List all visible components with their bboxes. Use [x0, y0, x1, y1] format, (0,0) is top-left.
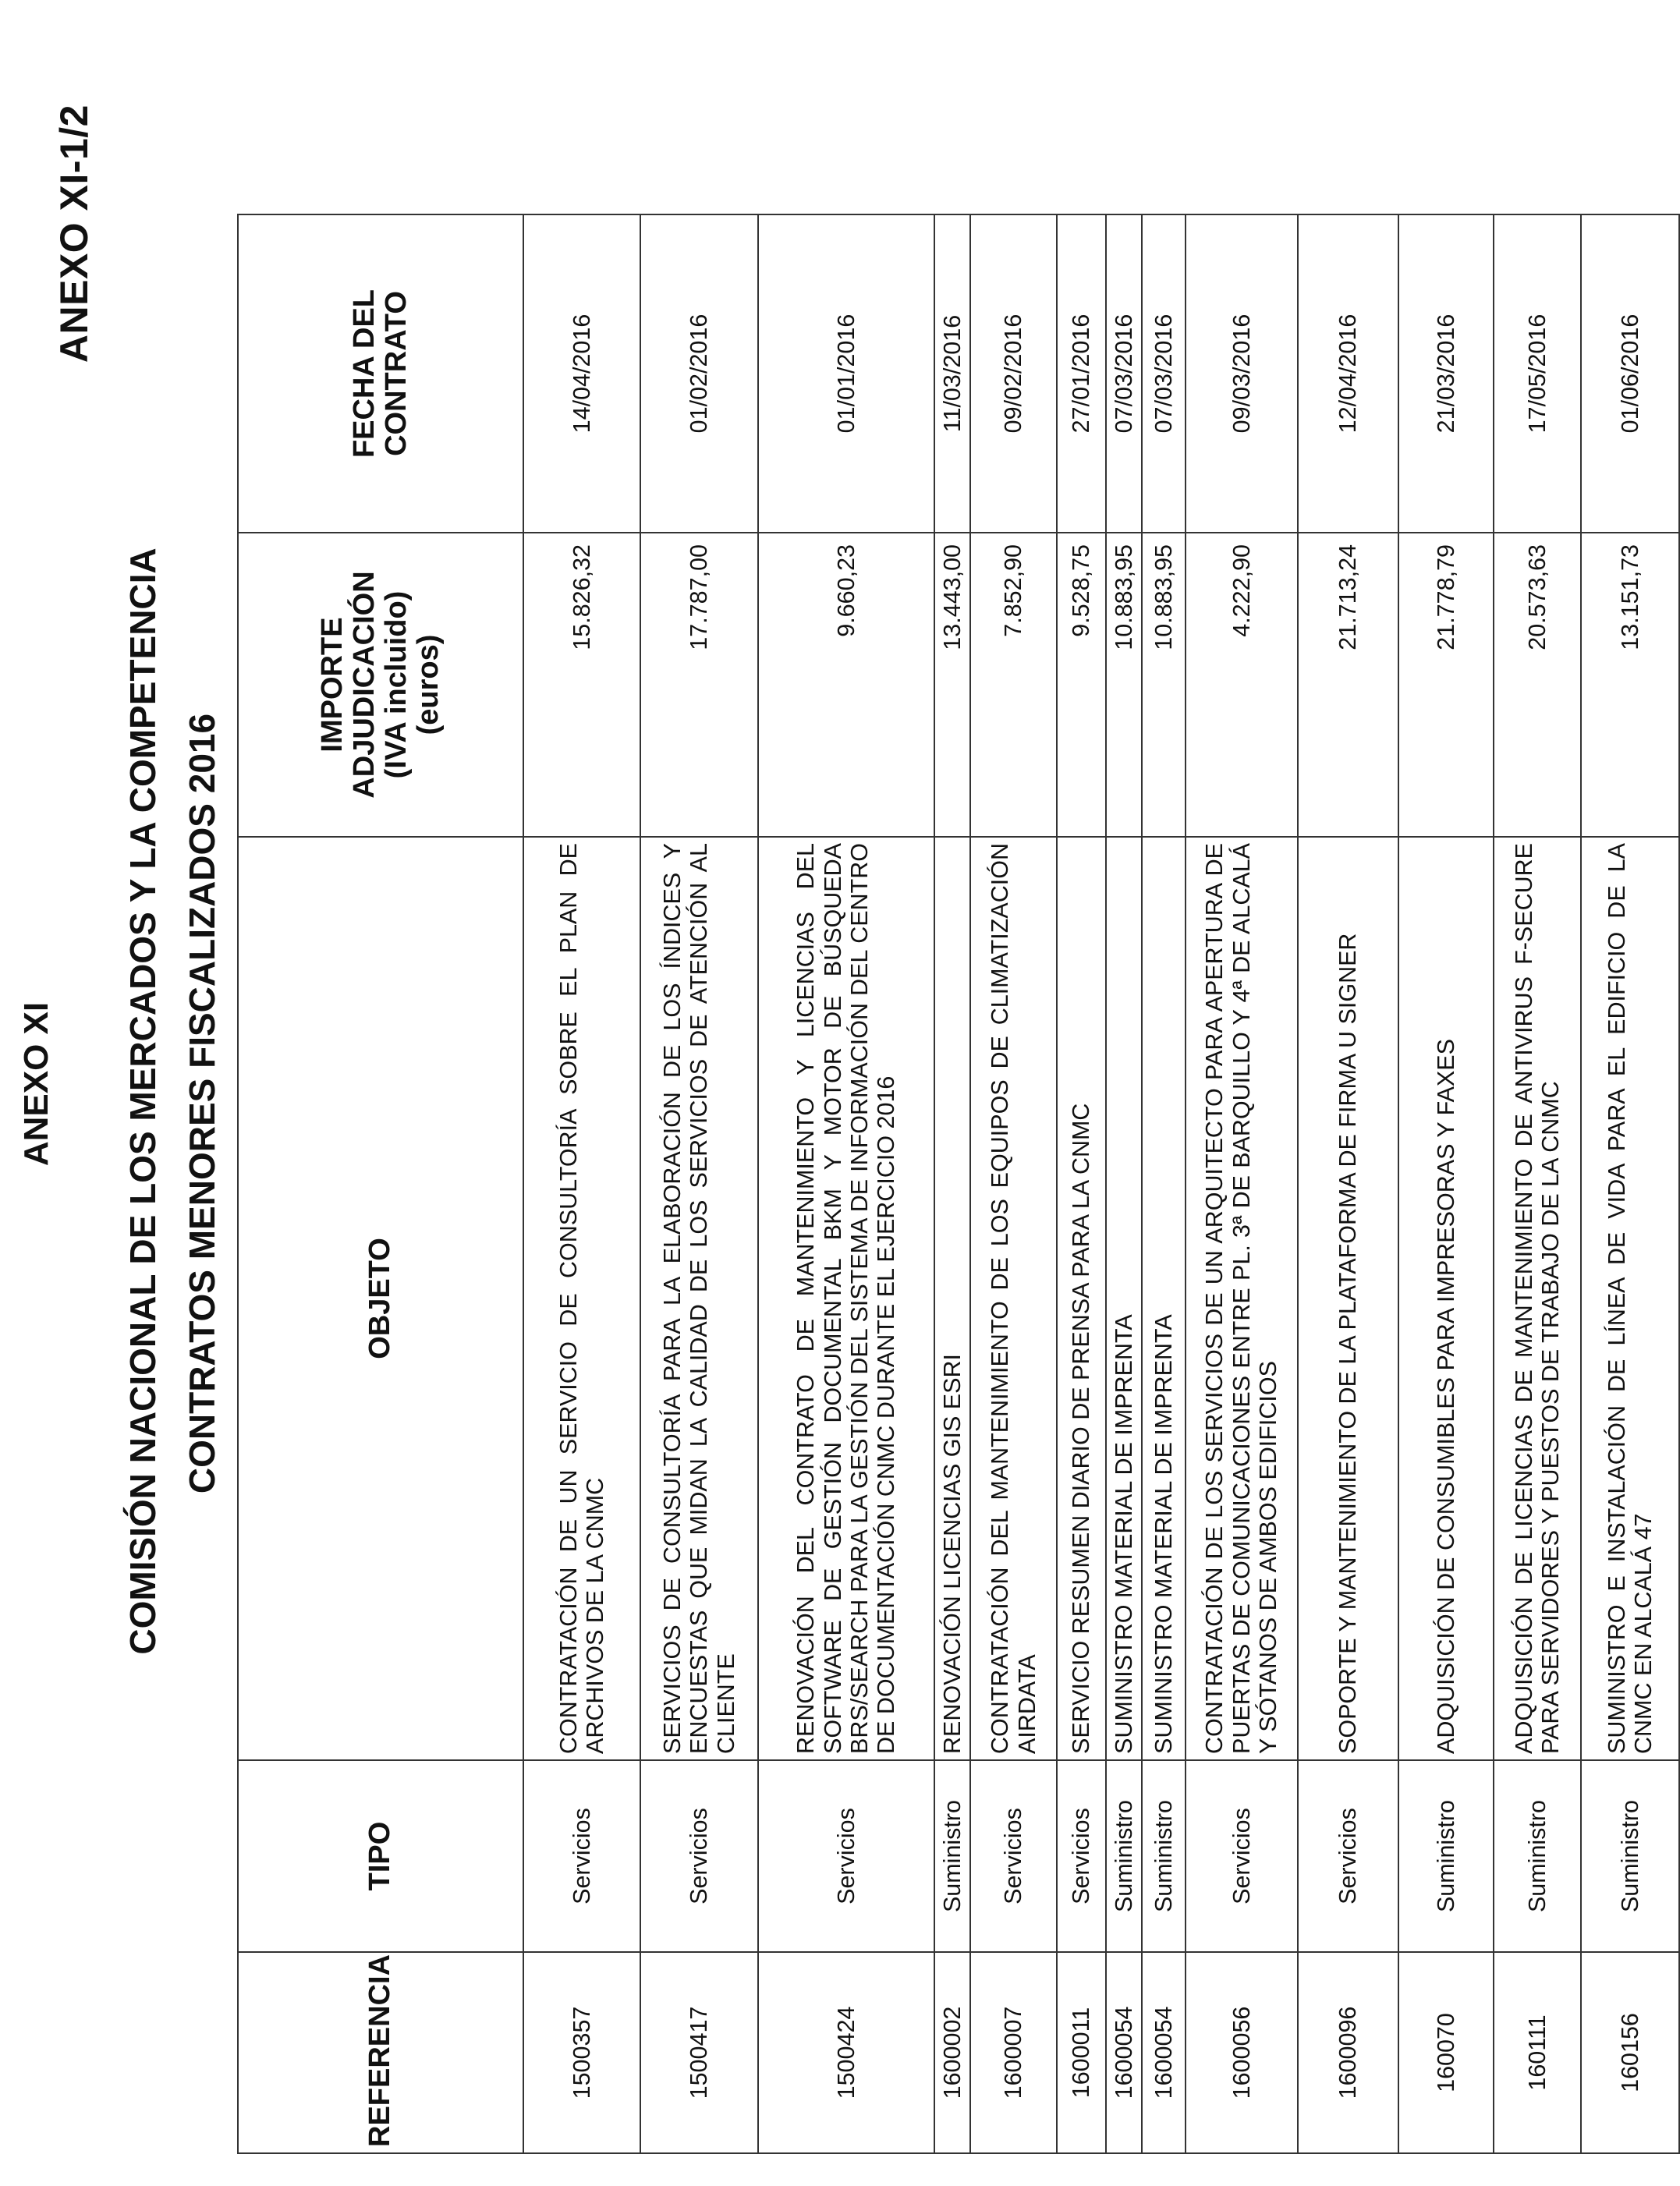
cell-referencia: 1600096 — [1298, 1952, 1398, 2153]
cell-referencia: 1600054 — [1142, 1952, 1186, 2153]
table-row — [758, 214, 934, 2153]
cell-tipo: Servicios — [758, 1760, 934, 1952]
cell-importe: 15.826,32 — [523, 533, 640, 837]
cell-referencia: 1500357 — [523, 1952, 640, 2153]
cell-tipo: Servicios — [640, 1760, 758, 1952]
cell-referencia: 1600011 — [1057, 1952, 1106, 2153]
header-tipo: TIPO — [238, 1760, 523, 1952]
table-header-row — [238, 214, 523, 2153]
cell-referencia: 1600002 — [934, 1952, 970, 2153]
cell-fecha: 01/02/2016 — [640, 214, 758, 533]
cell-fecha: 01/06/2016 — [1581, 214, 1679, 533]
cell-importe: 10.883,95 — [1106, 533, 1142, 837]
header-objeto: OBJETO — [238, 837, 523, 1760]
cell-fecha: 09/03/2016 — [1186, 214, 1298, 533]
table-row — [1106, 214, 1142, 2153]
cell-referencia: 1500424 — [758, 1952, 934, 2153]
cell-objeto: ADQUISICIÓN DE CONSUMIBLES PARA IMPRESORAS Y FAXES — [1398, 837, 1494, 1760]
cell-tipo: Suministro — [1106, 1760, 1142, 1952]
cell-objeto: SERVICIO RESUMEN DIARIO DE PRENSA PARA LA CNMC — [1057, 837, 1106, 1760]
cell-importe: 21.778,79 — [1398, 533, 1494, 837]
cell-objeto: CONTRATACIÓN DE LOS SERVICIOS DE UN ARQUITECTO PARA APERTURA DE PUERTAS DE COMUNICACIONES ENTRE PL. 3ª DE BARQUILLO Y 4ª DE ALCALÁ Y SÓTANOS DE AMBOS EDIFICIOS — [1186, 837, 1298, 1760]
cell-objeto: SUMINISTRO E INSTALACIÓN DE LÍNEA DE VIDA PARA EL EDIFICIO DE LA CNMC EN ALCALÁ 47 — [1581, 837, 1679, 1760]
cell-fecha: 21/03/2016 — [1398, 214, 1494, 533]
table-row — [1298, 214, 1398, 2153]
cell-tipo: Suministro — [1494, 1760, 1581, 1952]
cell-referencia: 160070 — [1398, 1952, 1494, 2153]
cell-tipo: Servicios — [970, 1760, 1057, 1952]
header-importe: IMPORTE ADJUDICACIÓN (IVA incluido) (euros) — [238, 533, 523, 837]
cell-objeto: SERVICIOS DE CONSULTORÍA PARA LA ELABORACIÓN DE LOS ÍNDICES Y ENCUESTAS QUE MIDAN LA CALIDAD DE LOS SERVICIOS DE ATENCIÓN AL CLIENTE — [640, 837, 758, 1760]
cell-objeto: RENOVACIÓN DEL CONTRATO DE MANTENIMIENTO Y LICENCIAS DEL SOFTWARE DE GESTIÓN DOCUMENTAL BKM Y MOTOR DE BÚSQUEDA BRS/SEARCH PARA LA GESTIÓN DEL SISTEMA DE INFORMACIÓN DEL CENTRO DE DOCUMENTACIÓN CNMC DURANTE EL EJERCICIO 2016 — [758, 837, 934, 1760]
contracts-table — [237, 214, 1680, 2154]
table-row — [1142, 214, 1186, 2153]
cell-tipo: Suministro — [1142, 1760, 1186, 1952]
cell-referencia: 1600007 — [970, 1952, 1057, 2153]
cell-objeto: SUMINISTRO MATERIAL DE IMPRENTA — [1106, 837, 1142, 1760]
cell-tipo: Suministro — [1581, 1760, 1679, 1952]
cell-fecha: 14/04/2016 — [523, 214, 640, 533]
cell-importe: 7.852,90 — [970, 533, 1057, 837]
cell-importe: 9.528,75 — [1057, 533, 1106, 837]
table-row — [1581, 214, 1679, 2153]
cell-tipo: Suministro — [934, 1760, 970, 1952]
table-row — [1186, 214, 1298, 2153]
cell-importe: 17.787,00 — [640, 533, 758, 837]
cell-importe: 20.573,63 — [1494, 533, 1581, 837]
cell-referencia: 160156 — [1581, 1952, 1679, 2153]
table-row — [1057, 214, 1106, 2153]
cell-objeto: ADQUISICIÓN DE LICENCIAS DE MANTENIMIENTO DE ANTIVIRUS F-SECURE PARA SERVIDORES Y PUESTOS DE TRABAJO DE LA CNMC — [1494, 837, 1581, 1760]
organization-title: COMISIÓN NACIONAL DE LOS MERCADOS Y LA COMPETENCIA — [122, 547, 163, 1655]
table-row — [1494, 214, 1581, 2153]
cell-importe: 4.222,90 — [1186, 533, 1298, 837]
cell-tipo: Suministro — [1398, 1760, 1494, 1952]
table-row — [1398, 214, 1494, 2153]
cell-fecha: 07/03/2016 — [1106, 214, 1142, 533]
cell-tipo: Servicios — [1057, 1760, 1106, 1952]
cell-importe: 9.660,23 — [758, 533, 934, 837]
cell-fecha: 11/03/2016 — [934, 214, 970, 533]
cell-fecha: 01/01/2016 — [758, 214, 934, 533]
table-row — [640, 214, 758, 2153]
table-row — [934, 214, 970, 2153]
table-row — [523, 214, 640, 2153]
cell-tipo: Servicios — [1186, 1760, 1298, 1952]
cell-tipo: Servicios — [1298, 1760, 1398, 1952]
cell-fecha: 27/01/2016 — [1057, 214, 1106, 533]
cell-fecha: 09/02/2016 — [970, 214, 1057, 533]
cell-referencia: 1600054 — [1106, 1952, 1142, 2153]
cell-objeto: SOPORTE Y MANTENIMIENTO DE LA PLATAFORMA DE FIRMA U SIGNER — [1298, 837, 1398, 1760]
cell-fecha: 12/04/2016 — [1298, 214, 1398, 533]
document-subtitle: CONTRATOS MENORES FISCALIZADOS 2016 — [182, 713, 222, 1494]
cell-referencia: 1600056 — [1186, 1952, 1298, 2153]
cell-objeto: SUMINISTRO MATERIAL DE IMPRENTA — [1142, 837, 1186, 1760]
cell-fecha: 07/03/2016 — [1142, 214, 1186, 533]
cell-objeto: CONTRATACIÓN DEL MANTENIMIENTO DE LOS EQUIPOS DE CLIMATIZACIÓN AIRDATA — [970, 837, 1057, 1760]
header-referencia: REFERENCIA — [238, 1952, 523, 2153]
cell-tipo: Servicios — [523, 1760, 640, 1952]
cell-referencia: 160111 — [1494, 1952, 1581, 2153]
cell-objeto: RENOVACIÓN LICENCIAS GIS ESRI — [934, 837, 970, 1760]
cell-importe: 13.443,00 — [934, 533, 970, 837]
cell-importe: 21.713,24 — [1298, 533, 1398, 837]
table-row — [970, 214, 1057, 2153]
header-fecha: FECHA DEL CONTRATO — [238, 214, 523, 533]
cell-objeto: CONTRATACIÓN DE UN SERVICIO DE CONSULTORÍA SOBRE EL PLAN DE ARCHIVOS DE LA CNMC — [523, 837, 640, 1760]
annex-title: ANEXO XI — [17, 1001, 55, 1167]
cell-importe: 13.151,73 — [1581, 533, 1679, 837]
cell-fecha: 17/05/2016 — [1494, 214, 1581, 533]
cell-importe: 10.883,95 — [1142, 533, 1186, 837]
annex-reference: ANEXO XI-1/2 — [52, 105, 96, 363]
cell-referencia: 1500417 — [640, 1952, 758, 2153]
